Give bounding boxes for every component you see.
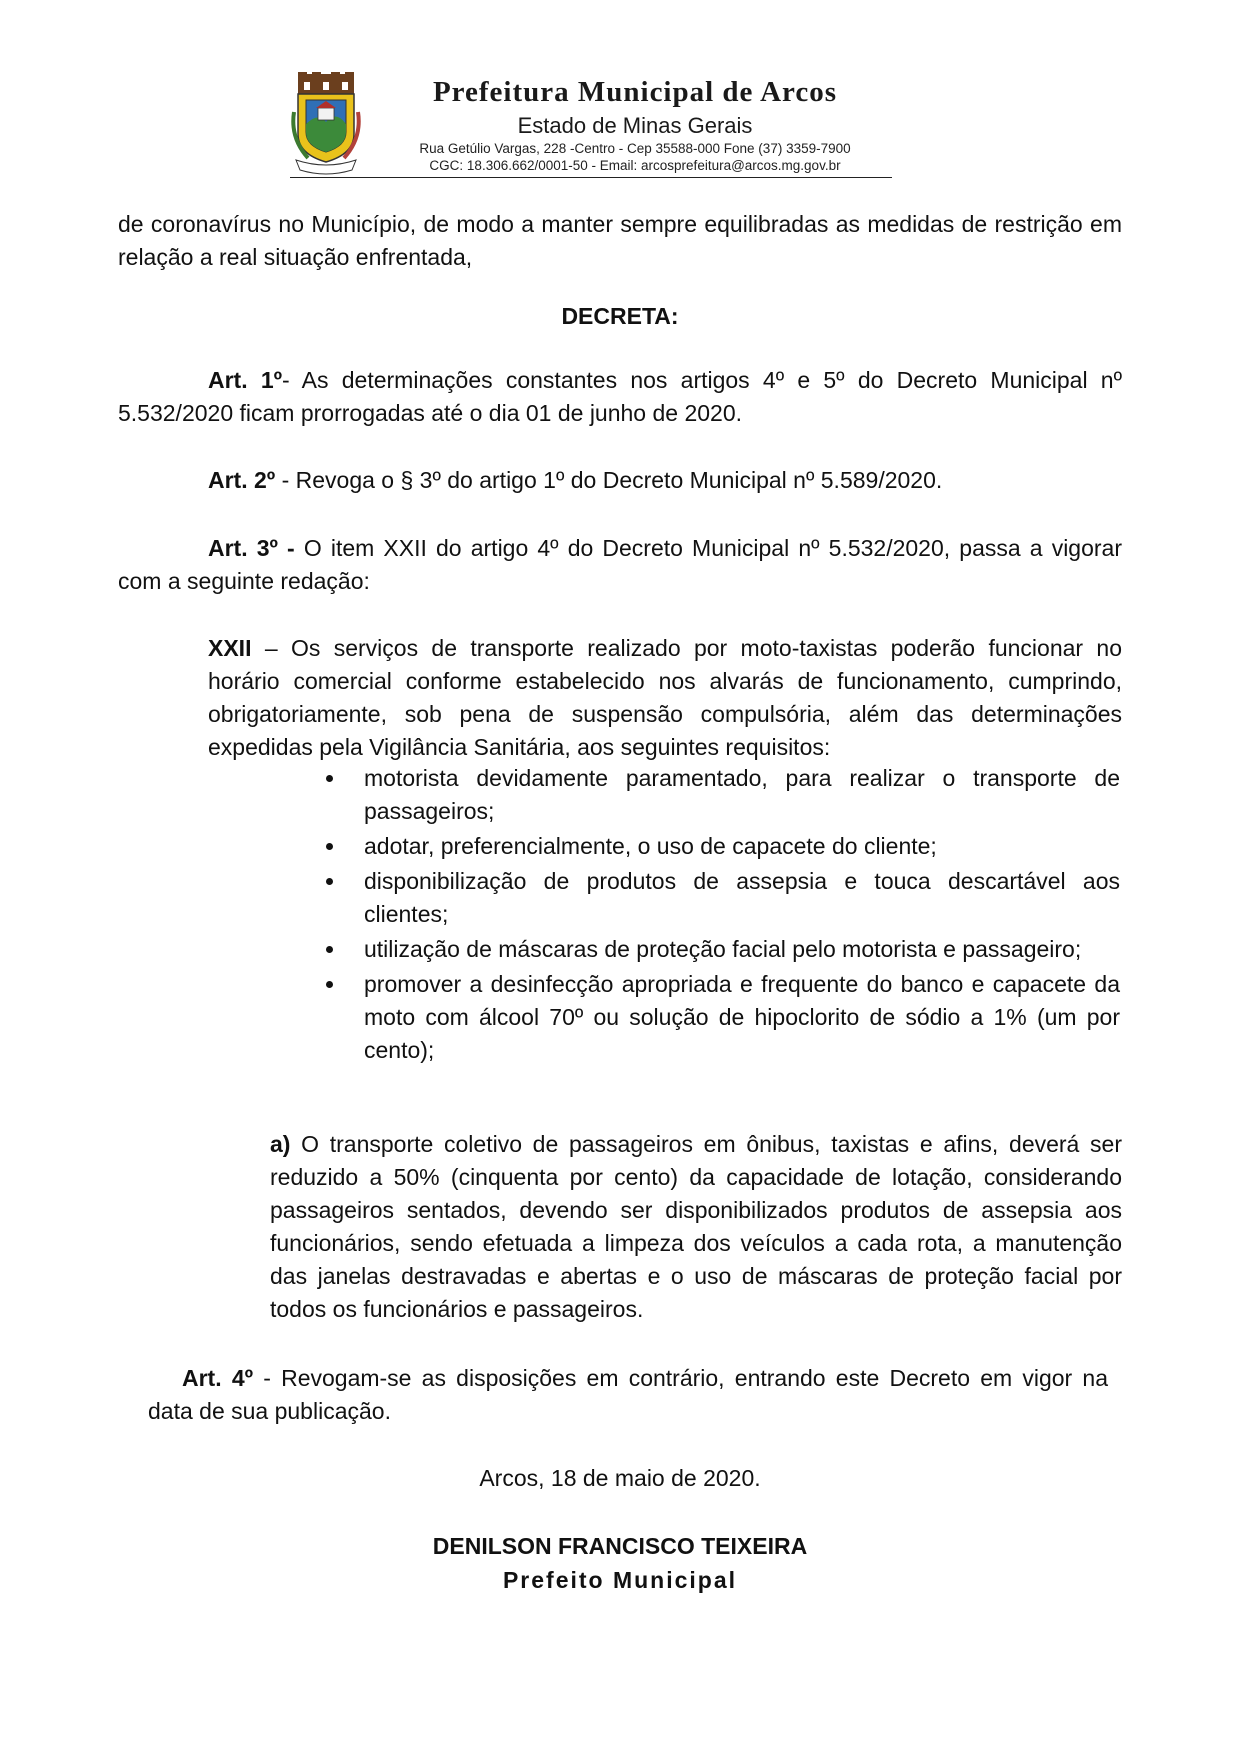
item-a-text: O transporte coletivo de passageiros em ônibus, taxistas e afins, deverá ser reduzido a 50% (cinquenta por cento) da capacidade de lotação, considerando passageiros sentados, devendo ser disponibilizados produtos de assepsia aos funcionários, sendo efetuada a limpeza dos veículos a cada rota, a manutenção das janelas destravadas e abertas e o uso de máscaras de proteção facial por todos os funcionários e passageiros. [270,1131,1122,1322]
list-item: adotar, preferencialmente, o uso de capacete do cliente; [320,830,1120,863]
article-4 [148,1362,1108,1428]
article-3-label: Art. 3º - [208,535,295,561]
article-3-text: O item XXII do artigo 4º do Decreto Municipal nº 5.532/2020, passa a vigorar com a seguinte redação: [118,535,1122,594]
article-1-label: Art. 1º [208,367,283,393]
bullet-icon [326,981,333,988]
list-item: motorista devidamente paramentado, para realizar o transporte de passageiros; [320,762,1120,828]
item-a-label: a) [270,1131,291,1157]
org-contact: CGC: 18.306.662/0001-50 - Email: arcosprefeitura@arcos.mg.gov.br [429,158,841,173]
date-line: Arcos, 18 de maio de 2020. [479,1465,761,1491]
article-3 [118,532,1122,598]
coat-of-arms-icon [290,72,362,176]
list-item: disponibilização de produtos de assepsia e touca descartável aos clientes; [320,865,1120,931]
signatory-role: Prefeito Municipal [502,1567,738,1593]
item-xxii [208,632,1122,764]
list-item: utilização de máscaras de proteção facial pelo motorista e passageiro; [320,933,1120,966]
item-xxii-label: XXII [208,635,252,661]
intro-paragraph: de coronavírus no Município, de modo a manter sempre equilibradas as medidas de restrição em relação a real situação enfrentada, [118,211,1122,270]
signatory-name: DENILSON FRANCISCO TEIXEIRA [432,1533,808,1559]
org-address: Rua Getúlio Vargas, 228 -Centro - Cep 35588-000 Fone (37) 3359-7900 [419,141,851,156]
article-1-text: - As determinações constantes nos artigos 4º e 5º do Decreto Municipal nº 5.532/2020 ficam prorrogadas até o dia 01 de junho de 2020. [118,367,1122,426]
article-1 [118,364,1122,430]
org-state: Estado de Minas Gerais [517,113,753,138]
decree-heading: DECRETA: [561,303,679,329]
bullet-icon [326,843,333,850]
article-2-label: Art. 2º [208,467,276,493]
article-2-text: - Revoga o § 3º do artigo 1º do Decreto Municipal nº 5.589/2020. [275,467,943,493]
requirements-list [320,762,1120,1069]
org-name: Prefeitura Municipal de Arcos [432,76,838,108]
bullet-icon [326,878,333,885]
list-item: promover a desinfecção apropriada e frequente do banco e capacete da moto com álcool 70º ou solução de hipoclorito de sódio a 1% (um por cento); [320,968,1120,1067]
article-4-label: Art. 4º [182,1365,254,1391]
item-xxii-text: – Os serviços de transporte realizado por moto-taxistas poderão funcionar no horário comercial conforme estabelecido nos alvarás de funcionamento, cumprindo, obrigatoriamente, sob pena de suspensão compulsória, além das determinações expedidas pela Vigilância Sanitária, aos seguintes requisitos: [208,635,1122,760]
article-2 [118,464,1122,497]
bullet-icon [326,775,333,782]
letterhead [0,0,1239,185]
header-divider [290,177,892,178]
bullet-icon [326,946,333,953]
item-a [270,1128,1122,1326]
article-4-text: - Revogam-se as disposições em contrário, entrando este Decreto em vigor na data de sua publicação. [148,1365,1108,1424]
